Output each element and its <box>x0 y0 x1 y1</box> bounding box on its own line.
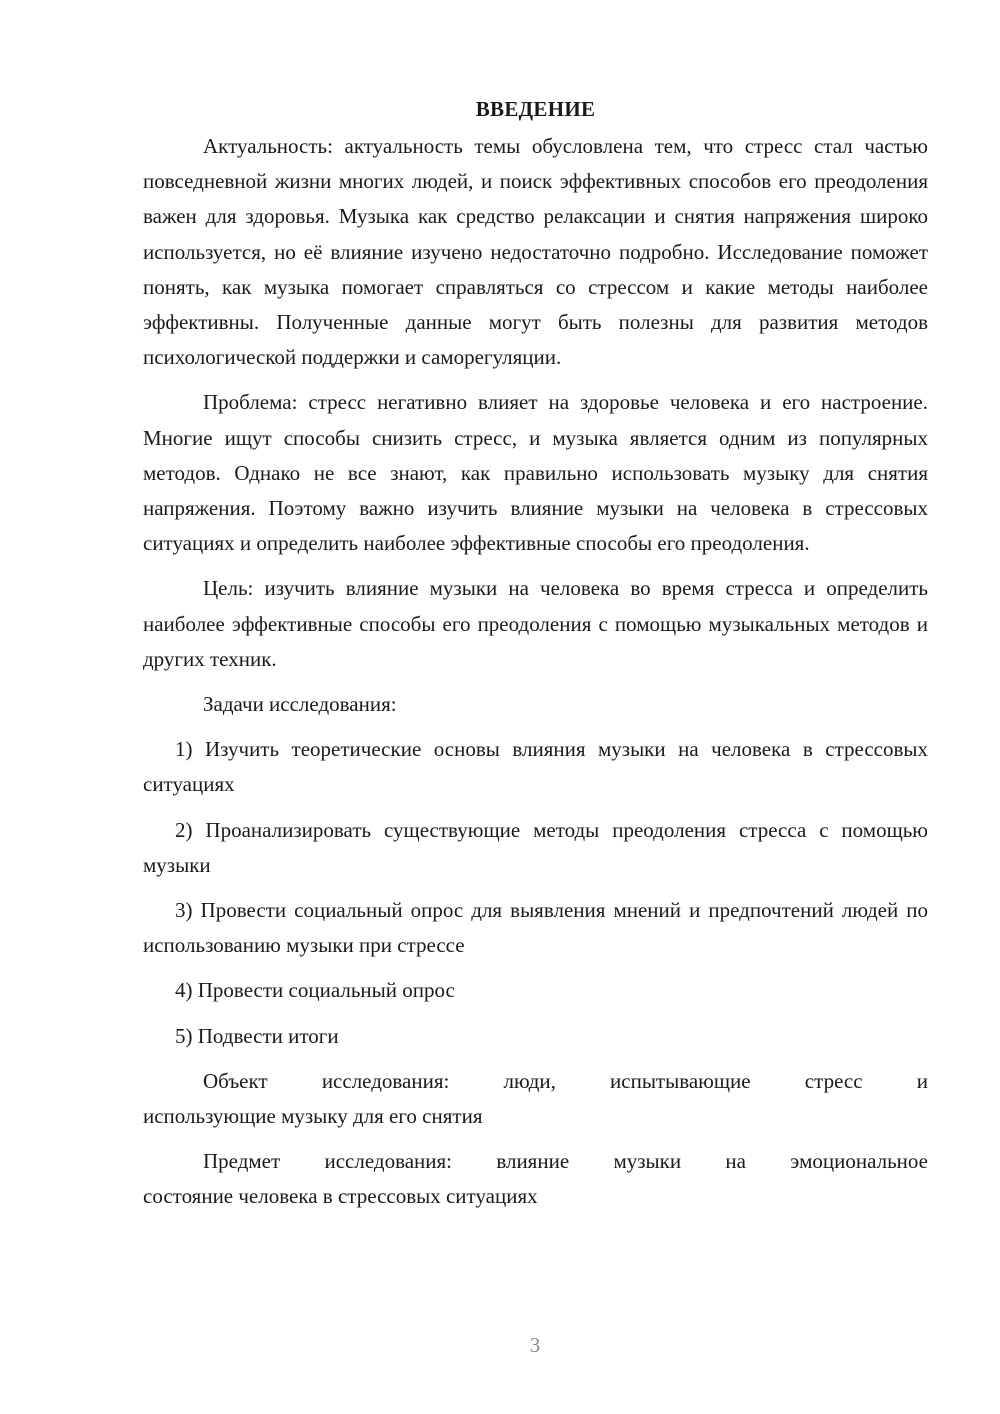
subject-line-2: состояние человека в стрессовых ситуациях <box>143 1184 538 1209</box>
paragraph-tasks-heading: Задачи исследования: <box>203 692 397 717</box>
document-title: ВВЕДЕНИЕ <box>475 97 596 121</box>
paragraph-object <box>143 1064 928 1134</box>
object-line-1: Объект исследования: люди, испытывающие стресс и <box>203 1068 928 1093</box>
paragraph-goal: Цель: изучить влияние музыки на человека во время стресса и определить наиболее эффективные способы его преодоления с помощью музыкальных методов и других техник. <box>143 576 928 671</box>
task-item-4: 4) Провести социальный опрос <box>175 978 455 1003</box>
paragraph-problem: Проблема: стресс негативно влияет на здоровье человека и его настроение. Многие ищут способы снизить стресс, и музыка является одним из популярных методов. Однако не все знают, как правильно использовать музыку для снятия напряжения. Поэтому важно изучить влияние музыки на человека в стрессовых ситуациях и определить наиболее эффективные способы его преодоления. <box>143 390 928 556</box>
object-line-2: использующие музыку для его снятия <box>143 1104 483 1129</box>
subject-line-1: Предмет исследования: влияние музыки на эмоциональное <box>203 1149 928 1174</box>
page-number: 3 <box>529 1333 541 1357</box>
paragraph-relevance: Актуальность: актуальность темы обусловлена тем, что стресс стал частью повседневной жизни многих людей, и поиск эффективных способов его преодоления важен для здоровья. Музыка как средство релаксации и снятия напряжения широко используется, но её влияние изучено недостаточно подробно. Исследование поможет понять, как музыка помогает справляться со стрессом и какие методы наиболее эффективны. Полученные данные могут быть полезны для развития методов психологической поддержки и саморегуляции. <box>143 134 928 370</box>
document-page <box>143 92 928 1225</box>
task-item-5: 5) Подвести итоги <box>175 1023 339 1048</box>
task-item-2: 2) Проанализировать существующие методы преодоления стресса с помощью музыки <box>143 817 928 877</box>
paragraph-subject <box>143 1144 928 1214</box>
task-item-1: 1) Изучить теоретические основы влияния музыки на человека в стрессовых ситуациях <box>143 737 928 797</box>
task-item-3: 3) Провести социальный опрос для выявления мнений и предпочтений людей по использованию музыки при стрессе <box>143 898 928 958</box>
